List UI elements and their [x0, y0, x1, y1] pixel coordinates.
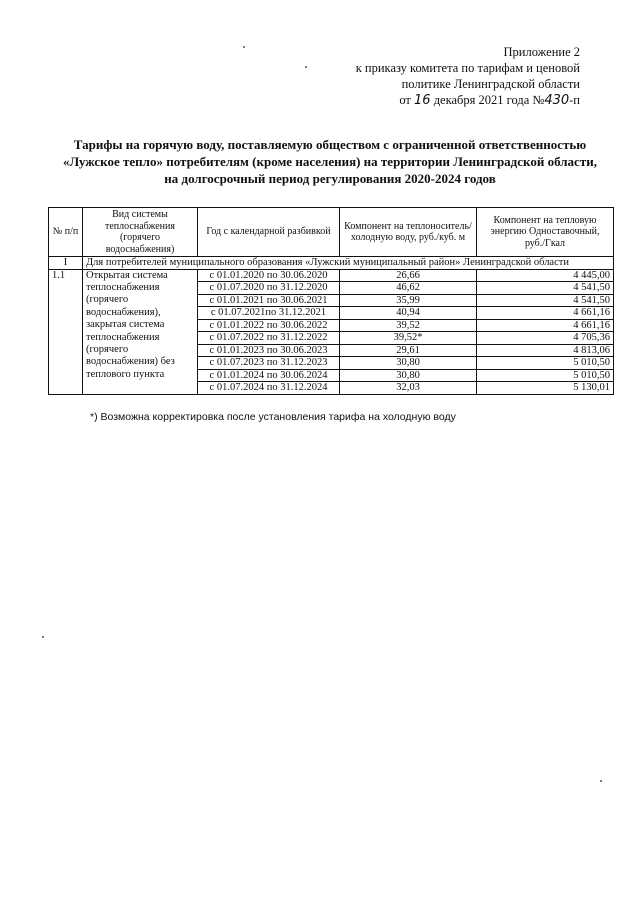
heat-component-cell: 4 813,06 — [477, 344, 614, 357]
water-component-cell: 39,52* — [340, 332, 477, 345]
table-row — [49, 269, 614, 282]
header-component-heat: Компонент на тепловую энергию Одноставочный, руб./Гкал — [477, 208, 614, 257]
water-component-cell: 40,94 — [340, 307, 477, 320]
heat-component-cell: 4 661,16 — [477, 307, 614, 320]
heat-component-cell: 4 541,50 — [477, 294, 614, 307]
order-suffix: -п — [569, 93, 580, 107]
water-component-cell: 39,52 — [340, 319, 477, 332]
period-cell: с 01.01.2024 по 30.06.2024 — [198, 369, 340, 382]
period-cell: с 01.01.2023 по 30.06.2023 — [198, 344, 340, 357]
heat-component-cell: 5 010,50 — [477, 357, 614, 370]
heat-component-cell: 4 541,50 — [477, 282, 614, 295]
appendix-committee-line: политике Ленинградской области — [401, 77, 580, 91]
period-cell: с 01.01.2022 по 30.06.2022 — [198, 319, 340, 332]
period-cell: с 01.07.2022 по 31.12.2022 — [198, 332, 340, 345]
title-line-3: на долгосрочный период регулирования 2020-2024 годов — [164, 171, 496, 186]
water-component-cell: 30,80 — [340, 357, 477, 370]
period-cell: с 01.01.2020 по 30.06.2020 — [198, 269, 340, 282]
header-period: Год с календарной разбивкой — [198, 208, 340, 257]
header-system: Вид системы теплоснабжения (горячего водоснабжения) — [83, 208, 198, 257]
footnote: *) Возможна корректировка после установления тарифа на холодную воду — [90, 411, 456, 423]
table-header-row — [49, 208, 614, 257]
water-component-cell: 32,03 — [340, 382, 477, 395]
water-component-cell: 46,62 — [340, 282, 477, 295]
period-cell: с 01.07.2023 по 31.12.2023 — [198, 357, 340, 370]
title-line-2: «Лужское тепло» потребителям (кроме населения) на территории Ленинградской области, — [63, 154, 597, 169]
water-component-cell: 29,61 — [340, 344, 477, 357]
system-type-text: Открытая система теплоснабжения (горячего водоснабжения), закрытая система теплоснабжения (горячего водоснабжения) без теплового пункта — [86, 269, 175, 380]
section-label: Для потребителей муниципального образования «Лужский муниципальный район» Ленинградской области — [83, 257, 614, 270]
group-system-type — [83, 269, 198, 394]
water-component-cell: 30,80 — [340, 369, 477, 382]
scan-speck — [42, 636, 44, 638]
period-cell: с 01.07.2024 по 31.12.2024 — [198, 382, 340, 395]
period-cell: с 01.01.2021 по 30.06.2021 — [198, 294, 340, 307]
period-cell: с 01.07.2021по 31.12.2021 — [198, 307, 340, 320]
period-cell: с 01.07.2020 по 31.12.2020 — [198, 282, 340, 295]
heat-component-cell: 4 705,36 — [477, 332, 614, 345]
scan-speck — [305, 66, 307, 68]
heat-component-cell: 4 661,16 — [477, 319, 614, 332]
water-component-cell: 26,66 — [340, 269, 477, 282]
document-title — [50, 136, 610, 187]
title-line-1: Тарифы на горячую воду, поставляемую обществом с ограниченной ответственностью — [73, 137, 587, 152]
header-component-water: Компонент на теплоноситель/холодную воду, руб./куб. м — [340, 208, 477, 257]
handwritten-order-number: 430 — [544, 93, 570, 108]
heat-component-cell: 4 445,00 — [477, 269, 614, 282]
water-component-cell: 35,99 — [340, 294, 477, 307]
scan-speck — [600, 780, 602, 782]
section-number: I — [49, 257, 83, 270]
heat-component-cell: 5 010,50 — [477, 369, 614, 382]
date-prefix: от — [399, 93, 415, 107]
appendix-order-line: к приказу комитета по тарифам и ценовой — [355, 61, 580, 75]
tariff-table — [48, 207, 614, 395]
header-no: № п/п — [49, 208, 83, 257]
scan-speck — [243, 46, 245, 48]
date-middle: декабря 2021 года № — [430, 93, 545, 107]
section-row — [49, 257, 614, 270]
handwritten-day: 16 — [414, 93, 431, 108]
appendix-header — [330, 44, 580, 109]
heat-component-cell: 5 130,01 — [477, 382, 614, 395]
appendix-date-line — [330, 92, 580, 109]
appendix-label: Приложение 2 — [503, 45, 580, 59]
group-number: 1.1 — [49, 269, 83, 394]
